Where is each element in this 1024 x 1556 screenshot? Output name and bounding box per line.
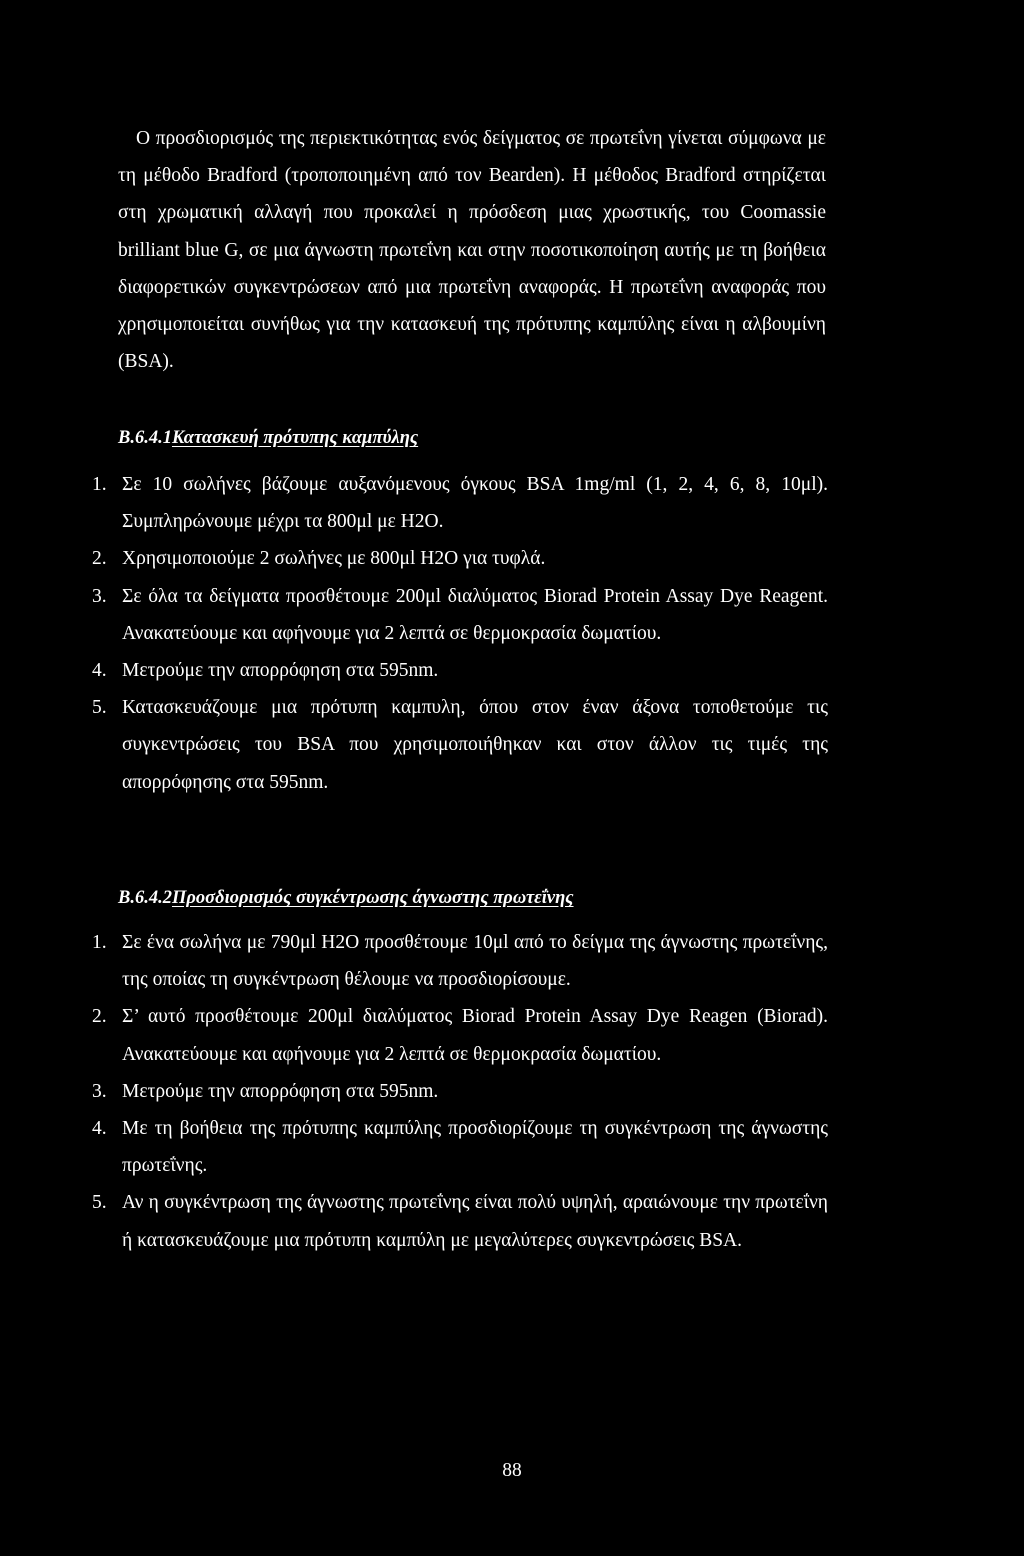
section-title-2: Προσδιορισμός συγκέντρωσης άγνωστης πρωτεΐνης — [171, 888, 574, 908]
list-item-text: Μετρούμε την απορρόφηση στα 595nm. — [122, 1080, 439, 1102]
list-marker: 1. — [92, 932, 107, 953]
list-marker: 1. — [92, 474, 107, 495]
list-item — [92, 540, 828, 577]
list-item — [92, 466, 828, 540]
list-item-text: Χρησιμοποιούμε 2 σωλήνες με 800μl H2O για τυφλά. — [122, 548, 546, 570]
list-item-text: Κατασκευάζουμε μια πρότυπη καμπυλη, όπου στον έναν άξονα τοποθετούμε τις συγκεντρώσεις του BSA που χρησιμοποιήθηκαν και στον άλλον τις τιμές της απορρόφησης στα 595nm. — [122, 697, 828, 793]
list-marker: 3. — [92, 585, 107, 607]
section-number-2: Β.6.4.2 — [118, 888, 172, 908]
list-item-text: Με τη βοήθεια της πρότυπης καμπύλης προσδιορίζουμε τη συγκέντρωση της άγνωστης πρωτεΐνης. — [122, 1118, 828, 1177]
list-item — [92, 1073, 828, 1110]
list-marker: 4. — [92, 660, 107, 682]
list-marker: 3. — [92, 1080, 107, 1102]
list-item-text: Μετρούμε την απορρόφηση στα 595nm. — [122, 660, 439, 682]
intro-paragraph — [118, 120, 826, 380]
list-item-text: Σ’ αυτό προσθέτουμε 200μl διαλύματος Biorad Protein Assay Dye Reagen (Biorad). Ανακατεύουμε και αφήνουμε για 2 λεπτά σε θερμοκρασία δωματίου. — [122, 1006, 828, 1065]
list-item — [92, 578, 828, 652]
intro-text: Ο προσδιορισμός της περιεκτικότητας ενός δείγματος σε πρωτεΐνη γίνεται σύμφωνα με τη μέθοδο Bradford (τροποποιημένη από τον Bearden). Η μέθοδος Bradford στηρίζεται στη χρωματική αλλαγή που προκαλεί η πρόσδεση μιας χρωστικής, του Coomassie brilliant blue G, σε μια άγνωστη πρωτεΐνη και στην ποσοτικοποίηση αυτής με τη βοήθεια διαφορετικών συγκεντρώσεων από μια πρωτεΐνη αναφοράς. Η πρωτεΐνη αναφοράς που χρησιμοποιείται συνήθως για την κατασκευή της πρότυπης καμπύλης είναι η αλβουμίνη (BSA). — [118, 128, 826, 373]
list-item — [92, 998, 828, 1072]
list-marker: 5. — [92, 697, 107, 719]
page-number: 88 — [502, 1460, 522, 1481]
list-item — [92, 1184, 828, 1258]
list-marker: 4. — [92, 1118, 107, 1140]
list-item-text: Σε ένα σωλήνα με 790μl H2O προσθέτουμε 10μl από το δείγμα της άγνωστης πρωτεΐνης, της οποίας τη συγκέντρωση θέλουμε να προσδιορίσουμε. — [122, 932, 828, 991]
list-item-text: Σε όλα τα δείγματα προσθέτουμε 200μl διαλύματος Biorad Protein Assay Dye Reagent. Ανακατεύουμε και αφήνουμε για 2 λεπτά σε θερμοκρασία δωματίου. — [122, 585, 828, 644]
section-title-1: Κατασκευή πρότυπης καμπύλης — [171, 428, 419, 448]
list-marker: 2. — [92, 548, 107, 570]
steps-list-1 — [92, 466, 828, 801]
list-item-text: Σε 10 σωλήνες βάζουμε αυξανόμενους όγκους BSA 1mg/ml (1, 2, 4, 6, 8, 10μl). Συμπληρώνουμε μέχρι τα 800μl με H2O. — [122, 474, 828, 533]
list-item — [92, 689, 828, 801]
section-heading-2 — [118, 888, 574, 909]
list-marker: 2. — [92, 1006, 107, 1028]
list-item — [92, 1110, 828, 1184]
list-item — [92, 924, 828, 998]
section-heading-1 — [118, 428, 418, 449]
list-marker: 5. — [92, 1192, 107, 1214]
steps-list-2 — [92, 924, 828, 1259]
section-number-1: Β.6.4.1 — [118, 428, 172, 448]
list-item — [92, 652, 828, 689]
list-item-text: Αν η συγκέντρωση της άγνωστης πρωτεΐνης είναι πολύ υψηλή, αραιώνουμε την πρωτεΐνη ή κατασκευάζουμε μια πρότυπη καμπύλη με μεγαλύτερες συγκεντρώσεις BSA. — [122, 1192, 828, 1251]
